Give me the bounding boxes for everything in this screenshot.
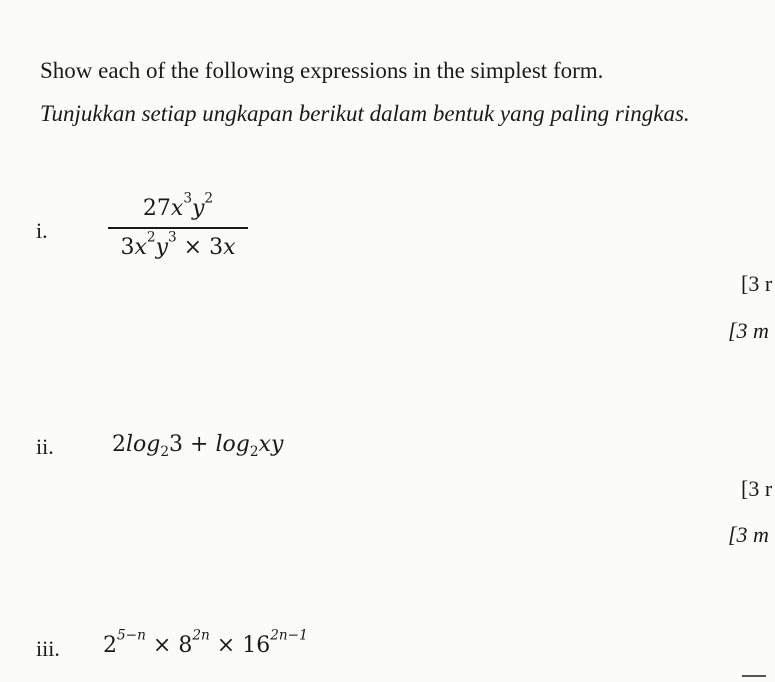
question-2-expression: $2\log_23 + \log_2xy$ bbox=[112, 432, 284, 460]
page-edge-mark bbox=[742, 675, 766, 677]
question-1-fraction bbox=[108, 190, 248, 260]
question-1-marks-english: [3 r bbox=[741, 271, 773, 296]
instruction-english: Show each of the following expressions in the simplest form. bbox=[40, 58, 604, 83]
question-3-expression: $2^{5-n} \times 8^{2n} \times 16^{2n-1}$ bbox=[103, 627, 308, 658]
question-1-label: i. bbox=[36, 218, 48, 243]
question-1-marks-malay: [3 m bbox=[728, 318, 769, 343]
fraction-numerator: $27x^3y^2$ bbox=[142, 190, 214, 221]
question-2-marks-malay: [3 m bbox=[728, 522, 769, 547]
question-2-label: ii. bbox=[36, 434, 54, 459]
fraction-denominator: $3x^2y^3 \times 3x$ bbox=[120, 229, 236, 260]
question-3-label: iii. bbox=[36, 636, 60, 661]
question-2-marks-english: [3 r bbox=[741, 476, 773, 501]
instruction-malay: Tunjukkan setiap ungkapan berikut dalam bentuk yang paling ringkas. bbox=[40, 101, 690, 126]
